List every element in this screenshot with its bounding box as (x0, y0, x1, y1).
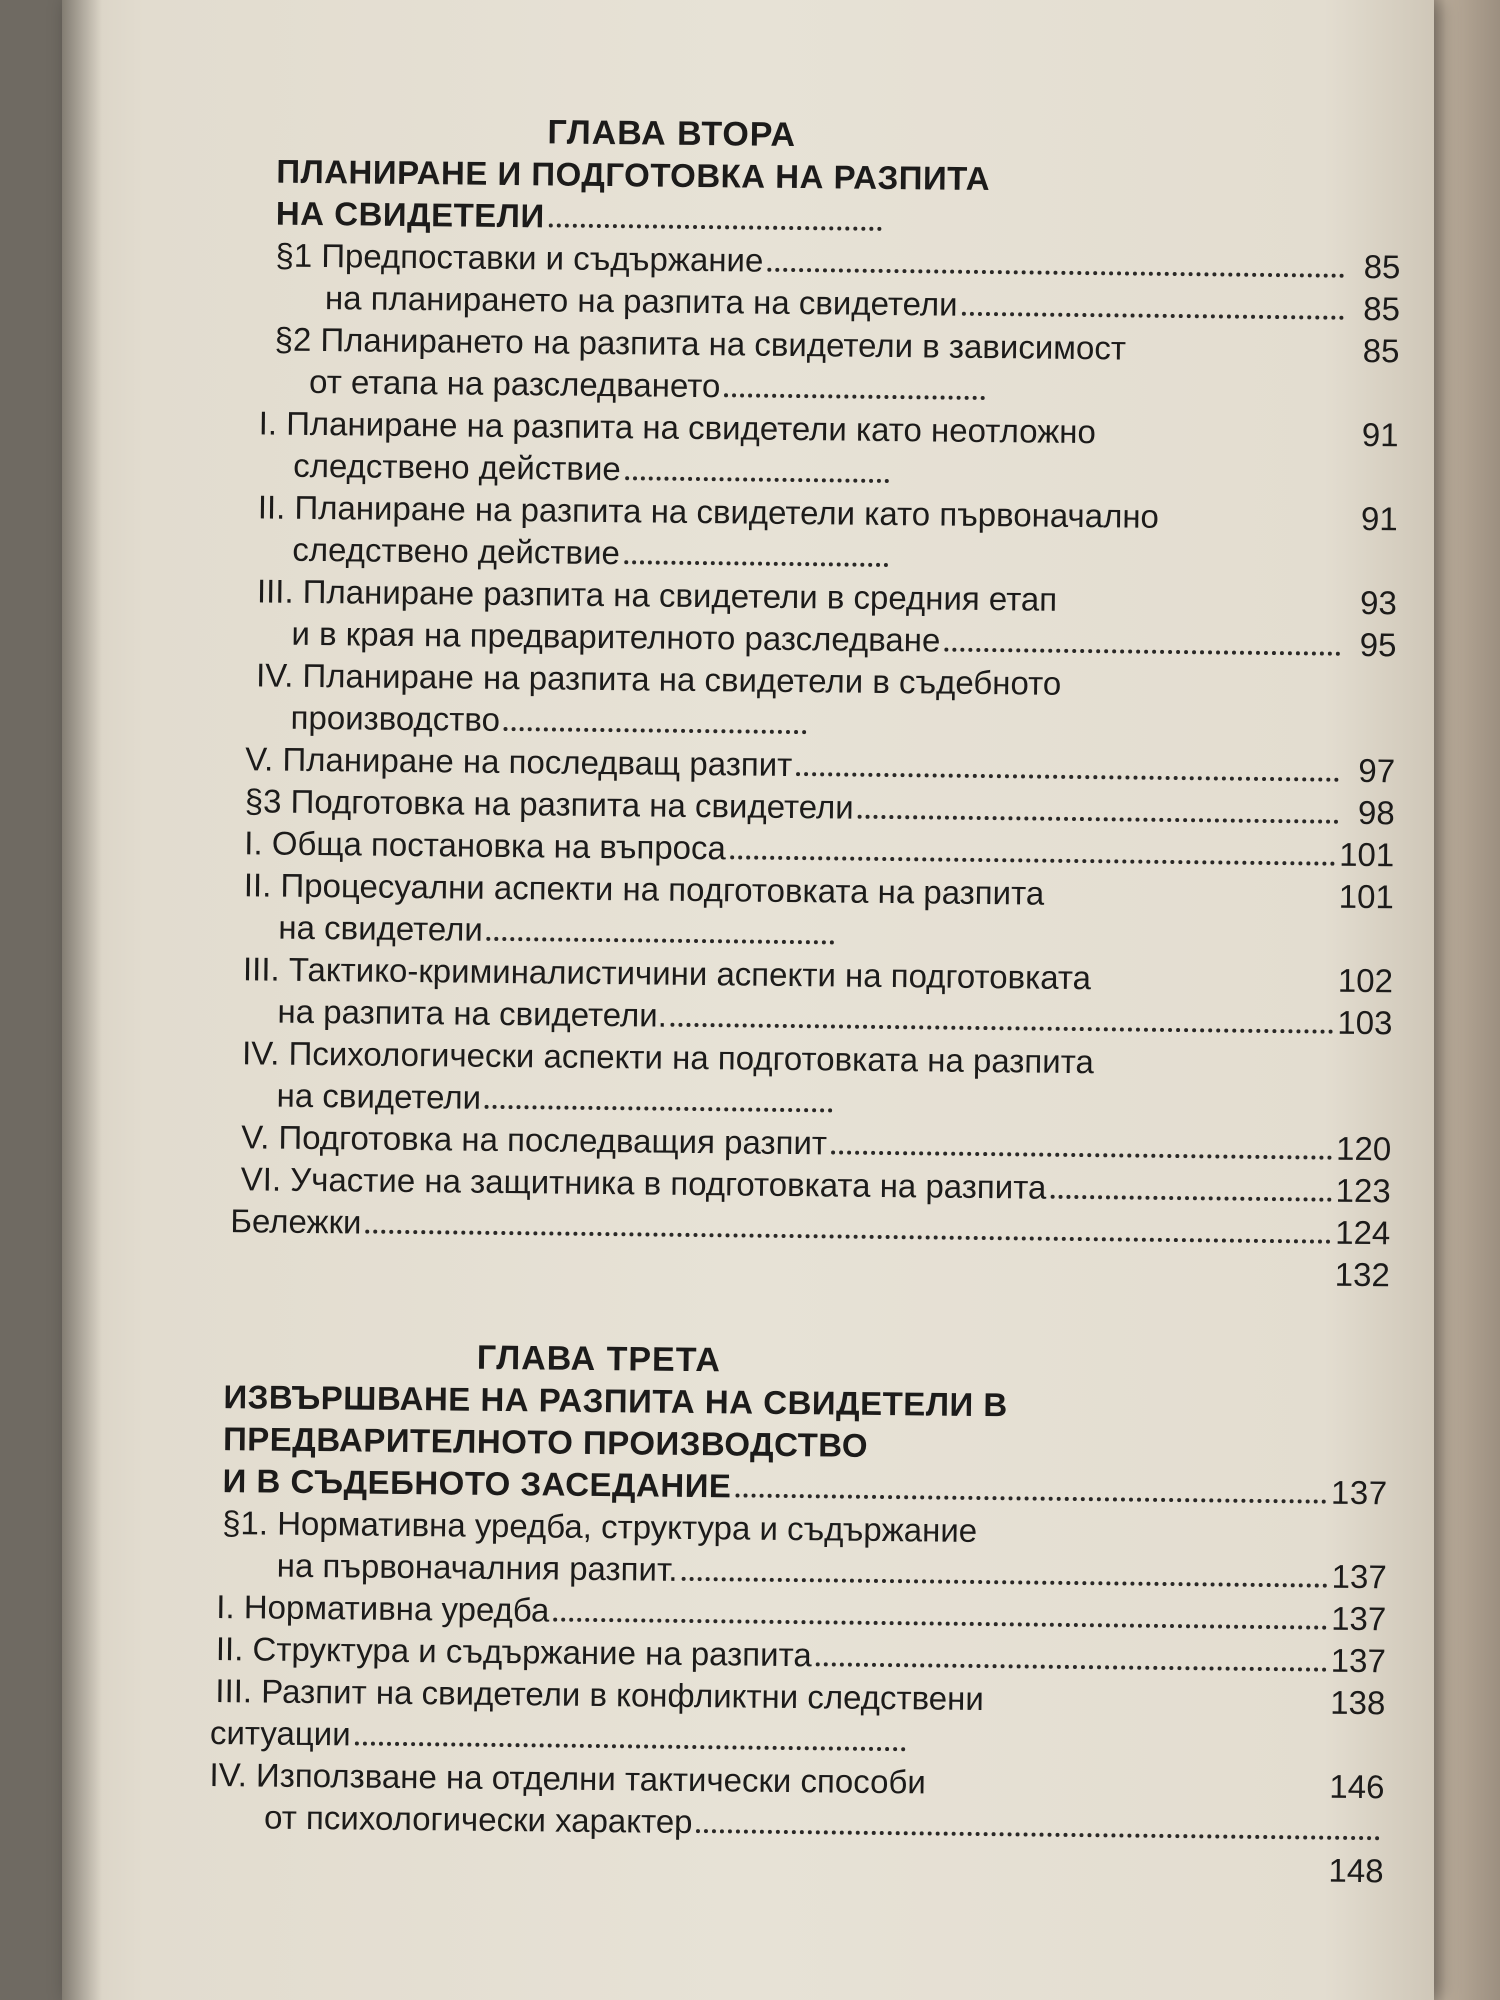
toc-entry-text: и в края на предварителното разследване (291, 614, 941, 659)
toc-entry-text: IV. Психологически аспекти на подготовката на разпита (241, 1034, 1095, 1081)
toc-entry-text: I. Нормативна уредба (216, 1588, 550, 1629)
chapter-two-title-text: НА СВИДЕТЕЛИ (275, 194, 545, 235)
toc-entry-text: II. Планиране на разпита на свидетели като първоначално (257, 488, 1160, 535)
toc-entry-text: III. Планиране разпита на свидетели в средния етап (256, 572, 1058, 618)
spacer (930, 1792, 1326, 1796)
spacer (1130, 358, 1344, 360)
dot-leader (681, 1577, 1327, 1588)
toc-entry-text: §1. Нормативна уредба, структура и съдържание (221, 1504, 978, 1549)
toc-page-number: 137 (1330, 1599, 1387, 1638)
toc-page-number: 93 (1359, 583, 1398, 622)
chapter-two-label: ГЛАВА ВТОРА (547, 113, 797, 155)
toc-entry (213, 906, 838, 955)
spacer (213, 1868, 1325, 1880)
toc-entry-text: на първоначалния разпит. (276, 1546, 678, 1588)
toc-entry-text: IV. Планиране на разпита на свидетели в съдебното (255, 656, 1062, 702)
toc-entry-text: на планирането на разпита на свидетели (324, 279, 958, 323)
spacer (1061, 609, 1341, 612)
chapter-three-title-line2: ПРЕДВАРИТЕЛНОТО ПРОИЗВОДСТВО (222, 1420, 869, 1464)
dot-leader (625, 476, 890, 483)
dot-leader (735, 1493, 1327, 1503)
toc-page-number: 120 (1335, 1129, 1392, 1168)
toc-page-number: 85 (1363, 247, 1401, 286)
dot-leader (944, 648, 1340, 656)
dot-leader (487, 937, 835, 945)
dot-leader (858, 815, 1339, 824)
toc-entry-text: §1 Предпоставки и съдържание (275, 236, 764, 279)
toc-entry-text: от психологически характер (263, 1798, 693, 1841)
toc-entry-text: III. Разпит на свидетели в конфликтни следствени (215, 1672, 985, 1718)
toc-entry-text: производство (290, 698, 501, 738)
toc-entry-text: V. Подготовка на последващия разпит (241, 1118, 828, 1162)
toc-entry (217, 528, 892, 577)
dot-leader (767, 268, 1344, 278)
toc-page-number: 138 (1330, 1683, 1386, 1722)
table-of-contents (203, 108, 1401, 1892)
toc-entry (218, 444, 893, 493)
toc-page-number: 91 (1360, 499, 1398, 538)
dot-leader (355, 1741, 906, 1751)
toc-page-number: 132 (1334, 1255, 1391, 1294)
chapter-two-title-line2 (221, 192, 886, 241)
chapter-three-title-line1: ИЗВЪРШВАНЕ НА РАЗПИТА НА СВИДЕТЕЛИ В (223, 1378, 1008, 1424)
dot-leader (796, 772, 1339, 782)
dot-leader (365, 1230, 1331, 1244)
toc-entry-text: VI. Участие на защитника в подготовката на разпита (240, 1160, 1047, 1206)
dot-leader (961, 312, 1343, 320)
dot-leader (553, 1618, 1327, 1630)
toc-entry (211, 1074, 836, 1123)
dot-leader (624, 560, 889, 567)
toc-entry (205, 1712, 910, 1761)
toc-entry-text: I. Планиране на разпита на свидетели като неотложно (258, 404, 1097, 451)
toc-page-number: 85 (1362, 331, 1400, 370)
toc-page-number: 146 (1329, 1767, 1385, 1806)
spacer (1095, 987, 1334, 990)
toc-entry-text: §2 Планирането на разпита на свидетели в зависимост (274, 320, 1127, 367)
chapter-three-label: ГЛАВА ТРЕТА (476, 1338, 722, 1380)
toc-entry-text: от етапа на разследването (308, 362, 721, 405)
toc-page-number: 124 (1335, 1213, 1391, 1252)
toc-page-number: 101 (1338, 877, 1394, 916)
dot-leader (724, 393, 985, 400)
dot-leader (816, 1662, 1327, 1671)
dot-leader (696, 1829, 1380, 1840)
toc-entry-text: §3 Подготовка на разпита на свидетели (244, 782, 854, 826)
spacer (1048, 903, 1335, 906)
toc-entry-text: ситуации (209, 1713, 351, 1753)
toc-entry-text: II. Структура и съдържание на разпита (215, 1630, 812, 1674)
book-page (62, 0, 1434, 2000)
toc-entry-text: на разпита на свидетели. (277, 992, 668, 1034)
toc-page-number: 101 (1338, 835, 1395, 874)
toc-entry-text: следствено действие (293, 446, 621, 488)
page-gutter-shadow (62, 0, 102, 2000)
toc-entry-text: I. Обща постановка на въпроса (244, 824, 727, 867)
dot-leader (831, 1150, 1332, 1159)
toc-page-number: 85 (1363, 289, 1401, 328)
toc-page-number: 137 (1330, 1473, 1388, 1512)
toc-page-number: 91 (1361, 415, 1399, 454)
spacer (234, 1272, 1331, 1283)
toc-entry (215, 696, 810, 744)
toc-page-number: 95 (1359, 625, 1397, 664)
toc-entry-text: III. Тактико-криминалистичини аспекти на подготовката (242, 950, 1092, 997)
dot-leader (671, 1023, 1334, 1034)
toc-entry-text: на свидетели (278, 908, 484, 948)
spacer (1100, 441, 1343, 444)
toc-page-number: 103 (1337, 1003, 1393, 1042)
chapter-three-title-text: И В СЪДЕБНОТО ЗАСЕДАНИЕ (222, 1462, 732, 1505)
toc-page-number: 148 (1328, 1851, 1384, 1890)
toc-entry-text: на свидетели (276, 1076, 482, 1116)
dot-leader (1050, 1195, 1331, 1202)
toc-entry-text: II. Процесуални аспекти на подготовката на разпита (243, 866, 1045, 912)
spacer (1163, 526, 1342, 528)
dot-leader (730, 855, 1335, 865)
toc-entry-text: IV. Използване на отделни тактически способи (209, 1755, 926, 1801)
dot-leader (485, 1105, 833, 1113)
spacer (988, 1708, 1326, 1712)
toc-page-number: 98 (1357, 793, 1395, 832)
dot-leader (504, 727, 807, 734)
toc-page-number: 102 (1337, 961, 1394, 1000)
toc-page-number: 97 (1358, 751, 1396, 790)
dot-leader (549, 223, 882, 230)
toc-page-number: 137 (1330, 1641, 1386, 1680)
toc-entry-text: V. Планиране на последващ разпит (244, 740, 793, 784)
chapter-two-title-line1: ПЛАНИРАНЕ И ПОДГОТОВКА НА РАЗПИТА (276, 152, 991, 198)
toc-entry-text: Бележки (230, 1202, 362, 1241)
toc-entry-text: следствено действие (292, 530, 621, 572)
toc-page-number: 123 (1335, 1171, 1391, 1210)
toc-page-number: 137 (1331, 1557, 1387, 1596)
